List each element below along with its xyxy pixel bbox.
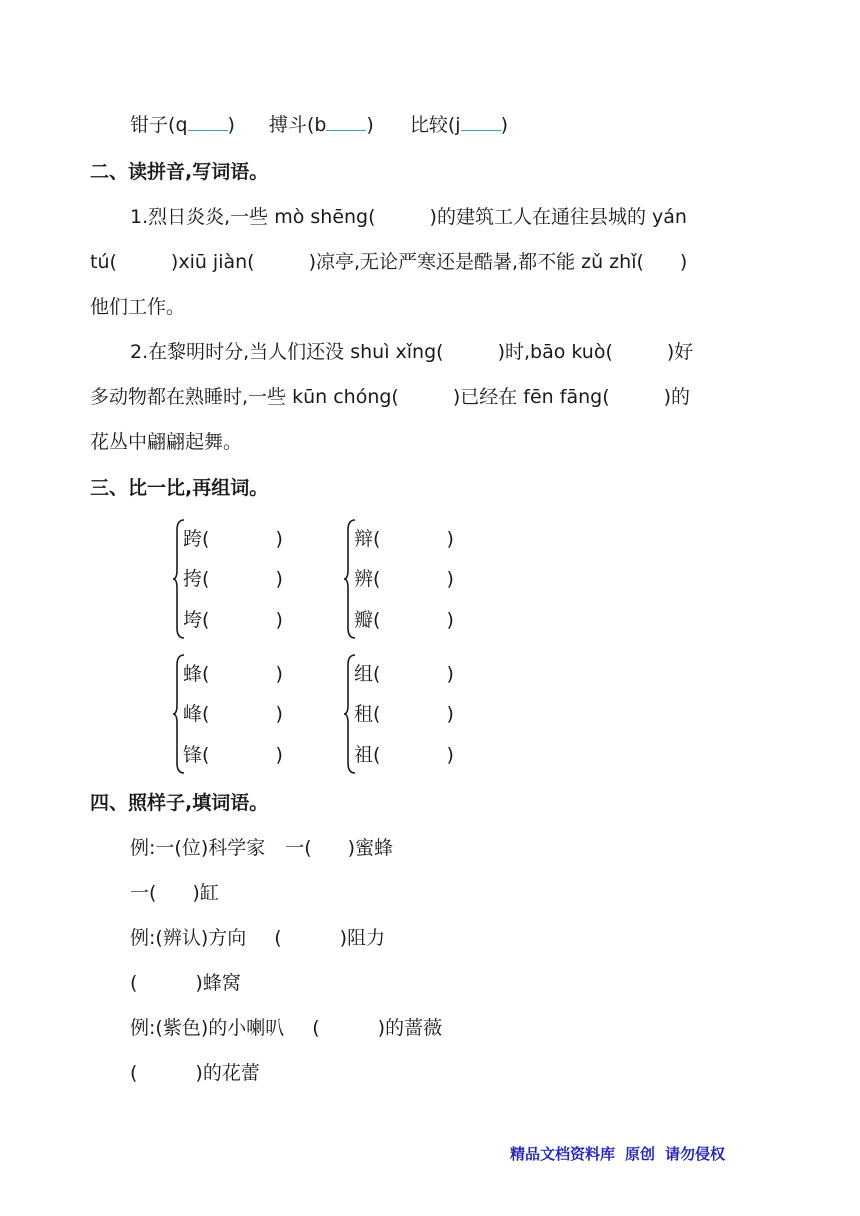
compare-group-2: 辩( ) 辨( ) 瓣( ) (344, 518, 464, 640)
group-char: 辨 (354, 568, 374, 590)
q1-line3: 他们工作。 (90, 296, 186, 318)
compare-group-3: 蜂( ) 峰( ) 锋( ) (173, 653, 293, 775)
q1-line1: 1.烈日炎炎,一些 mò shēng( )的建筑工人在通往县城的 yán (130, 206, 687, 228)
group-char: 锋 (183, 744, 203, 766)
group-char: 峰 (183, 703, 203, 725)
compare-group-1: 跨( ) 挎( ) 垮( ) (173, 518, 293, 640)
group-char: 组 (354, 663, 374, 685)
q2-line3: 花丛中翩翩起舞。 (90, 431, 243, 453)
ex1-line: 例:一(位)科学家 一( )蜜蜂 (130, 837, 394, 859)
footer-notice: 请勿侵权 (665, 1145, 726, 1163)
q1-line2: tú( )xiū jiàn( )凉亭,无论严寒还是酷暑,都不能 zǔ zhǐ( ) (90, 251, 688, 273)
group-char: 辩 (354, 528, 374, 550)
ex2-line2: ( )蜂窝 (130, 972, 241, 994)
answer-blank[interactable] (326, 114, 366, 131)
ex2-line: 例:(辨认)方向 ( )阻力 (130, 927, 386, 949)
word-label: 钳子 (130, 114, 169, 136)
ex3-line: 例:(紫色)的小喇叭 ( )的蔷薇 (130, 1017, 443, 1039)
group-char: 蜂 (183, 663, 203, 685)
section2-heading: 二、读拼音,写词语。 (90, 161, 269, 183)
section3-heading: 三、比一比,再组词。 (90, 477, 269, 499)
group-char: 跨 (183, 528, 203, 550)
answer-blank[interactable] (188, 114, 228, 131)
section4-heading: 四、照样子,填词语。 (90, 792, 269, 814)
compare-group-4: 组( ) 租( ) 祖( ) (344, 653, 464, 775)
pinyin-hint: j (455, 114, 461, 136)
group-char: 租 (354, 703, 374, 725)
answer-blank[interactable] (461, 114, 501, 131)
group-char: 瓣 (354, 609, 374, 631)
q2-line2: 多动物都在熟睡时,一些 kūn chóng( )已经在 fēn fāng( )的 (90, 386, 691, 408)
word-label: 搏斗 (268, 114, 307, 136)
pinyin-hint: b (314, 114, 327, 136)
footer-brand: 精品文档资料库 (510, 1145, 616, 1163)
footer-original: 原创 (625, 1145, 656, 1163)
section1-tail-line: 钳子(q ) 搏斗(b ) 比较(j ) (130, 114, 508, 136)
word-label: 比较 (409, 114, 448, 136)
group-char: 祖 (354, 744, 374, 766)
pinyin-hint: q (175, 114, 188, 136)
footer-watermark (510, 1143, 725, 1164)
q2-line1: 2.在黎明时分,当人们还没 shuì xǐng( )时,bāo kuò( )好 (130, 341, 694, 363)
ex1-line2: 一( )缸 (130, 882, 219, 904)
ex3-line2: ( )的花蕾 (130, 1062, 260, 1084)
group-char: 挎 (183, 568, 203, 590)
group-char: 垮 (183, 609, 203, 631)
